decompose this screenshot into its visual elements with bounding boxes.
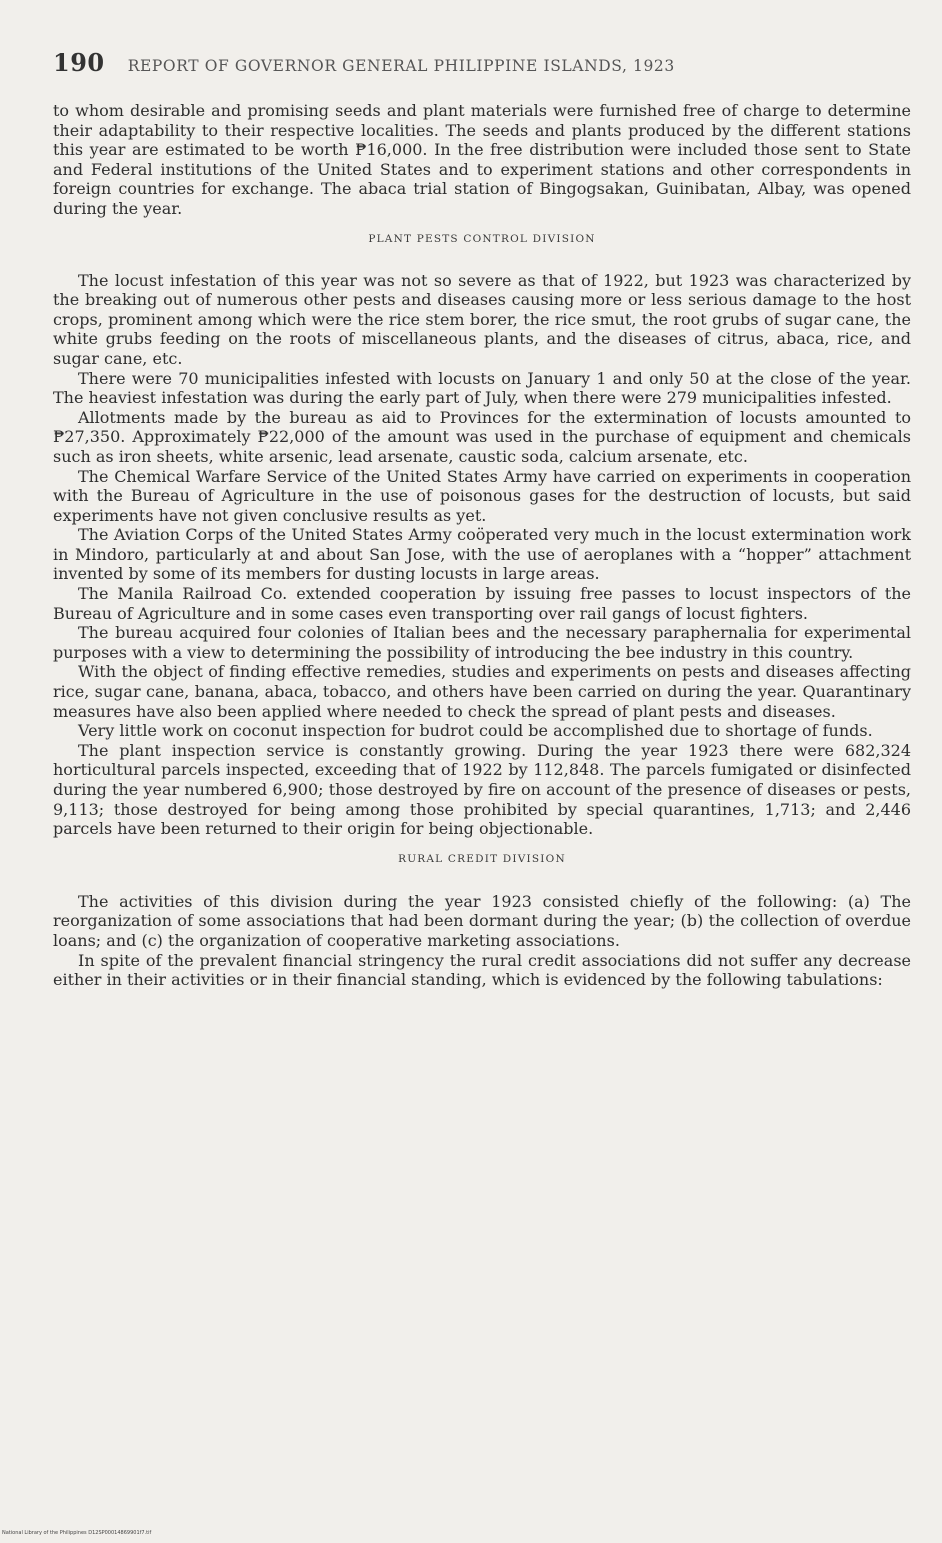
section-heading-plant-pests: PLANT PESTS CONTROL DIVISION [368, 232, 596, 245]
page-header [53, 48, 853, 88]
rural-credit-paragraph: In spite of the prevalent financial stringency the rural credit associations did not suffer any decrease either in their activities or in their financial standing, which is evidenced by the following tabulations: [53, 950, 911, 990]
plant-pests-paragraph: The bureau acquired four colonies of Italian bees and the necessary paraphernalia for experimental purposes with a view to determining the possibility of introducing the bee industry in this country. [53, 623, 911, 662]
plant-pests-paragraph: Very little work on coconut inspection for budrot could be accomplished due to shortage of funds. [78, 721, 873, 741]
intro-paragraph: to whom desirable and promising seeds and plant materials were furnished free of charge to determine their adaptability to their respective localities. The seeds and plants produced by the different stations this year are estimated to be worth ₱16,000. In the free distribution were included those sent to State and Federal institutions of the United States and to experiment stations and other correspondents in foreign countries for exchange. The abaca trial station of Bingogsakan, Guinibatan, Albay, was opened during the year. [53, 101, 911, 218]
plant-pests-paragraph: The locust infestation of this year was not so severe as that of 1922, but 1923 was characterized by the breaking out of numerous other pests and diseases causing more or less serious damage to the host crops, prominent among which were the rice stem borer, the rice smut, the root grubs of sugar cane, the white grubs feeding on the roots of miscellaneous plants, and the diseases of citrus, abaca, rice, and sugar cane, etc. [53, 270, 911, 368]
plant-pests-paragraph: The plant inspection service is constantly growing. During the year 1923 there were 682,324 horticultural parcels inspected, exceeding that of 1922 by 112,848. The parcels fumigated or disinfected during the year numbered 6,900; those destroyed by fire on account of the presence of diseases or pests, 9,113; those destroyed for being among those prohibited by special quarantines, 1,713; and 2,446 parcels have been returned to their origin for being objectionable. [53, 740, 911, 839]
plant-pests-paragraph: The Aviation Corps of the United States Army coöperated very much in the locust extermination work in Mindoro, particularly at and about San Jose, with the use of aeroplanes with a “hopper” attachment invented by some of its members for dusting locusts in large areas. [53, 525, 911, 584]
plant-pests-paragraph: The Manila Railroad Co. extended cooperation by issuing free passes to locust inspectors of the Bureau of Agriculture and in some cases even transporting over rail gangs of locust fighters. [53, 584, 911, 623]
plant-pests-paragraph: There were 70 municipalities infested with locusts on January 1 and only 50 at the close of the year. The heaviest infestation was during the early part of July, when there were 279 municipalities infested. [53, 368, 911, 408]
rural-credit-paragraph: The activities of this division during the year 1923 consisted chiefly of the following: (a) The reorganization of some associations that had been dormant during the year; (b) the collection of overdue loans; and (c) the organization of cooperative marketing associations. [53, 891, 911, 950]
page-body [53, 101, 911, 990]
section-heading-rural-credit: RURAL CREDIT DIVISION [398, 852, 566, 865]
page-number: 190 [53, 48, 105, 77]
plant-pests-paragraph: Allotments made by the bureau as aid to Provinces for the extermination of locusts amounted to ₱27,350. Approximately ₱22,000 of the amount was used in the purchase of equipment and chemicals such as iron sheets, white arsenic, lead arsenate, caustic soda, calcium arsenate, etc. [53, 407, 911, 466]
plant-pests-paragraph: With the object of finding effective remedies, studies and experiments on pests and diseases affecting rice, sugar cane, banana, abaca, tobacco, and others have been carried on during the year. Quarantinary measures have also been applied where needed to check the spread of plant pests and diseases. [53, 662, 911, 721]
running-head: REPORT OF GOVERNOR GENERAL PHILIPPINE ISLANDS, 1923 [127, 57, 675, 75]
scan-footer: National Library of the Philippines D12SP00014869901f7.tif [2, 1530, 152, 1536]
plant-pests-paragraph: The Chemical Warfare Service of the United States Army have carried on experiments in cooperation with the Bureau of Agriculture in the use of poisonous gases for the destruction of locusts, but said experiments have not given conclusive results as yet. [53, 466, 911, 525]
